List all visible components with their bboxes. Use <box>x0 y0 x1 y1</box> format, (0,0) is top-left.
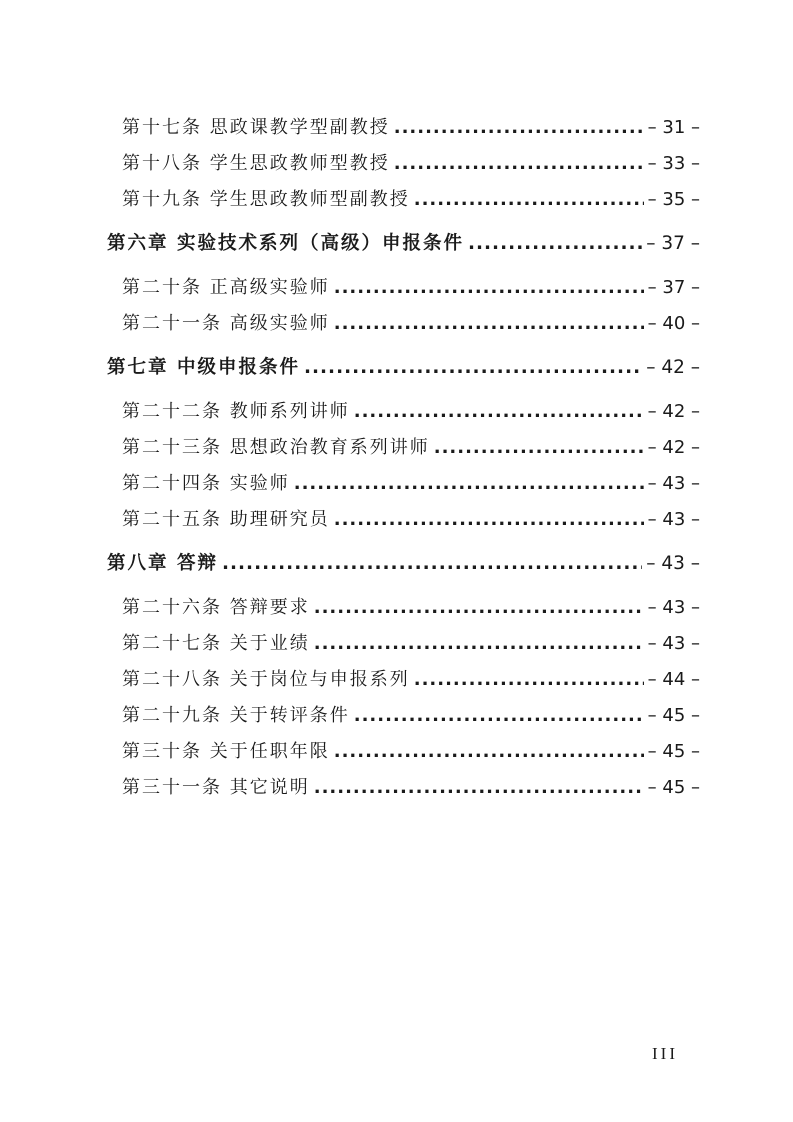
toc-entry-article-21[interactable] <box>122 310 700 338</box>
toc-entry-article-29[interactable] <box>122 702 700 730</box>
toc-entry-page: – 37 – <box>646 233 700 254</box>
toc-leader-dots <box>394 114 644 142</box>
toc-entry-article-30[interactable] <box>122 738 700 766</box>
toc-entry-article-27[interactable] <box>122 630 700 658</box>
toc-entry-label: 第八章 答辩 <box>107 553 218 574</box>
toc-entry-page: – 40 – <box>647 313 700 334</box>
toc-entry-article-25[interactable] <box>122 506 700 534</box>
toc-entry-article-31[interactable] <box>122 774 700 802</box>
toc-entry-page: – 43 – <box>647 597 700 618</box>
toc-entry-page: – 35 – <box>647 189 700 210</box>
toc-entry-label: 第七章 中级申报条件 <box>107 357 300 378</box>
toc-entry-label: 第二十二条 教师系列讲师 <box>122 401 350 422</box>
toc-leader-dots <box>354 702 644 730</box>
toc-leader-dots <box>414 186 644 214</box>
toc-entry-page: – 42 – <box>646 357 700 378</box>
toc-entry-page: – 42 – <box>647 437 700 458</box>
toc-entry-page: – 45 – <box>647 777 700 798</box>
toc-entry-label: 第十七条 思政课教学型副教授 <box>122 117 390 138</box>
toc-entry-article-18[interactable] <box>122 150 700 178</box>
toc-entry-chapter-8[interactable] <box>107 550 700 578</box>
toc-entry-label: 第十九条 学生思政教师型副教授 <box>122 189 410 210</box>
toc-entry-chapter-7[interactable] <box>107 354 700 382</box>
toc-leader-dots <box>334 310 644 338</box>
toc-entry-label: 第六章 实验技术系列（高级）申报条件 <box>107 233 464 254</box>
toc-entry-page: – 45 – <box>647 705 700 726</box>
toc-entry-label: 第三十一条 其它说明 <box>122 777 310 798</box>
toc-entry-label: 第二十三条 思想政治教育系列讲师 <box>122 437 430 458</box>
toc-entry-page: – 37 – <box>647 277 700 298</box>
toc-leader-dots <box>334 274 644 302</box>
toc-entry-label: 第二十八条 关于岗位与申报系列 <box>122 669 410 690</box>
toc-entry-chapter-6[interactable] <box>107 230 700 258</box>
toc-entry-label: 第二十六条 答辩要求 <box>122 597 310 618</box>
toc-entry-article-23[interactable] <box>122 434 700 462</box>
toc-entry-page: – 43 – <box>647 633 700 654</box>
toc-entry-page: – 31 – <box>647 117 700 138</box>
toc-entry-label: 第十八条 学生思政教师型教授 <box>122 153 390 174</box>
toc-entry-label: 第三十条 关于任职年限 <box>122 741 330 762</box>
toc-entry-page: – 33 – <box>647 153 700 174</box>
toc-entry-article-24[interactable] <box>122 470 700 498</box>
toc-leader-dots <box>314 594 644 622</box>
toc-leader-dots <box>334 506 644 534</box>
toc-leader-dots <box>414 666 644 694</box>
page-number: III <box>652 1044 678 1063</box>
toc-entry-label: 第二十四条 实验师 <box>122 473 290 494</box>
toc-leader-dots <box>314 774 644 802</box>
toc-leader-dots <box>434 434 644 462</box>
toc-leader-dots <box>354 398 644 426</box>
toc-entry-article-28[interactable] <box>122 666 700 694</box>
toc-entry-article-22[interactable] <box>122 398 700 426</box>
toc-entry-label: 第二十条 正高级实验师 <box>122 277 330 298</box>
toc-entry-article-20[interactable] <box>122 274 700 302</box>
toc-entry-page: – 43 – <box>646 553 700 574</box>
toc-entry-page: – 44 – <box>647 669 700 690</box>
toc-leader-dots <box>304 354 642 382</box>
toc-entry-article-19[interactable] <box>122 186 700 214</box>
toc-entry-label: 第二十五条 助理研究员 <box>122 509 330 530</box>
toc-entry-page: – 43 – <box>647 473 700 494</box>
toc-entry-label: 第二十一条 高级实验师 <box>122 313 330 334</box>
toc-leader-dots <box>334 738 644 766</box>
toc-leader-dots <box>394 150 644 178</box>
toc-leader-dots <box>468 230 642 258</box>
toc-entry-page: – 42 – <box>647 401 700 422</box>
toc-entry-label: 第二十七条 关于业绩 <box>122 633 310 654</box>
toc-entry-article-26[interactable] <box>122 594 700 622</box>
toc-entry-article-17[interactable] <box>122 114 700 142</box>
toc-leader-dots <box>222 550 642 578</box>
toc-leader-dots <box>314 630 644 658</box>
toc-entry-label: 第二十九条 关于转评条件 <box>122 705 350 726</box>
toc-leader-dots <box>294 470 644 498</box>
toc-entry-page: – 45 – <box>647 741 700 762</box>
toc-entry-page: – 43 – <box>647 509 700 530</box>
